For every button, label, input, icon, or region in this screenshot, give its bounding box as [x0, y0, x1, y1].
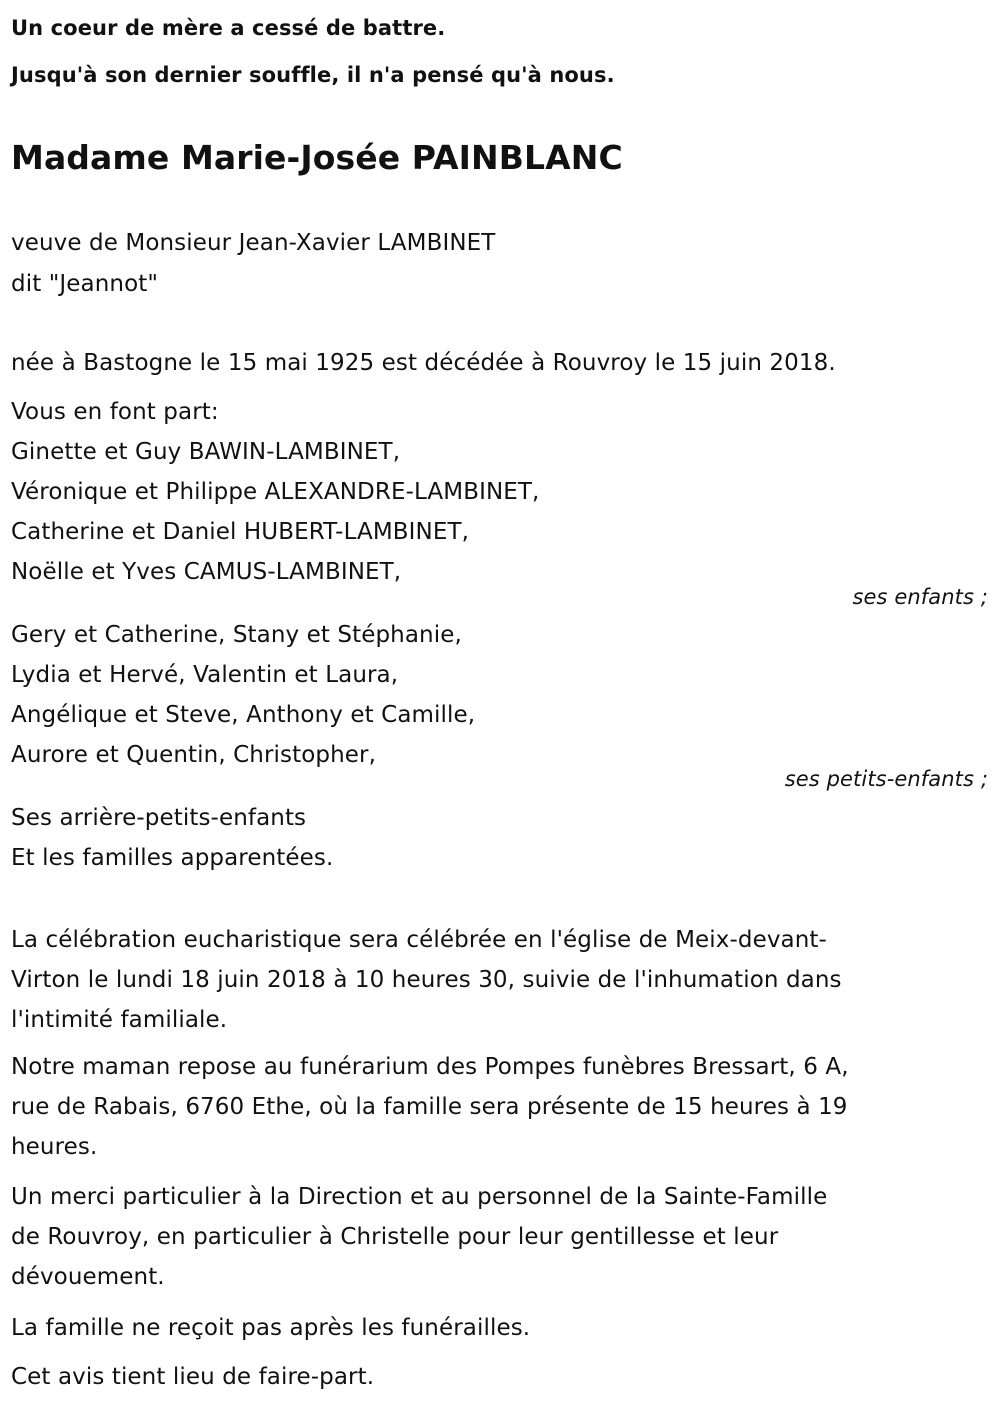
widow-line: veuve de Monsieur Jean-Xavier LAMBINET [11, 230, 496, 256]
paragraph-line: heures. [11, 1134, 98, 1160]
children-label: ses enfants ; [852, 585, 988, 609]
paragraph-line: Cet avis tient lieu de faire-part. [11, 1364, 375, 1390]
grandchildren-label: ses petits-enfants ; [784, 767, 988, 791]
grandchild-line: Lydia et Hervé, Valentin et Laura, [11, 662, 399, 688]
grandchild-line: Angélique et Steve, Anthony et Camille, [11, 702, 476, 728]
child-line: Noëlle et Yves CAMUS-LAMBINET, [11, 559, 402, 585]
grandchild-line: Gery et Catherine, Stany et Stéphanie, [11, 622, 462, 648]
deceased-name: Madame Marie-Josée PAINBLANC [11, 138, 623, 177]
widow-line: dit "Jeannot" [11, 271, 159, 297]
paragraph-line: l'intimité familiale. [11, 1007, 228, 1033]
paragraph-line: Un merci particulier à la Direction et au personnel de la Sainte-Famille [11, 1184, 828, 1210]
paragraph-line: Virton le lundi 18 juin 2018 à 10 heures 30, suivie de l'inhumation dans [11, 967, 842, 993]
family-line: Et les familles apparentées. [11, 845, 334, 871]
header-line: Jusqu'à son dernier souffle, il n'a pensé qu'à nous. [11, 63, 615, 87]
child-line: Véronique et Philippe ALEXANDRE-LAMBINET, [11, 479, 540, 505]
child-line: Ginette et Guy BAWIN-LAMBINET, [11, 439, 401, 465]
paragraph-line: La famille ne reçoit pas après les funérailles. [11, 1315, 531, 1341]
paragraph-line: dévouement. [11, 1264, 165, 1290]
paragraph-line: rue de Rabais, 6760 Ethe, où la famille sera présente de 15 heures à 19 [11, 1094, 848, 1120]
header-line: Un coeur de mère a cessé de battre. [11, 16, 446, 40]
grandchild-line: Aurore et Quentin, Christopher, [11, 742, 376, 768]
announce-line: Vous en font part: [11, 399, 219, 425]
paragraph-line: Notre maman repose au funérarium des Pompes funèbres Bressart, 6 A, [11, 1054, 849, 1080]
paragraph-line: de Rouvroy, en particulier à Christelle pour leur gentillesse et leur [11, 1224, 779, 1250]
birth-death-line: née à Bastogne le 15 mai 1925 est décédée à Rouvroy le 15 juin 2018. [11, 350, 836, 376]
child-line: Catherine et Daniel HUBERT-LAMBINET, [11, 519, 470, 545]
family-line: Ses arrière-petits-enfants [11, 805, 307, 831]
paragraph-line: La célébration eucharistique sera célébrée en l'église de Meix-devant- [11, 927, 827, 953]
